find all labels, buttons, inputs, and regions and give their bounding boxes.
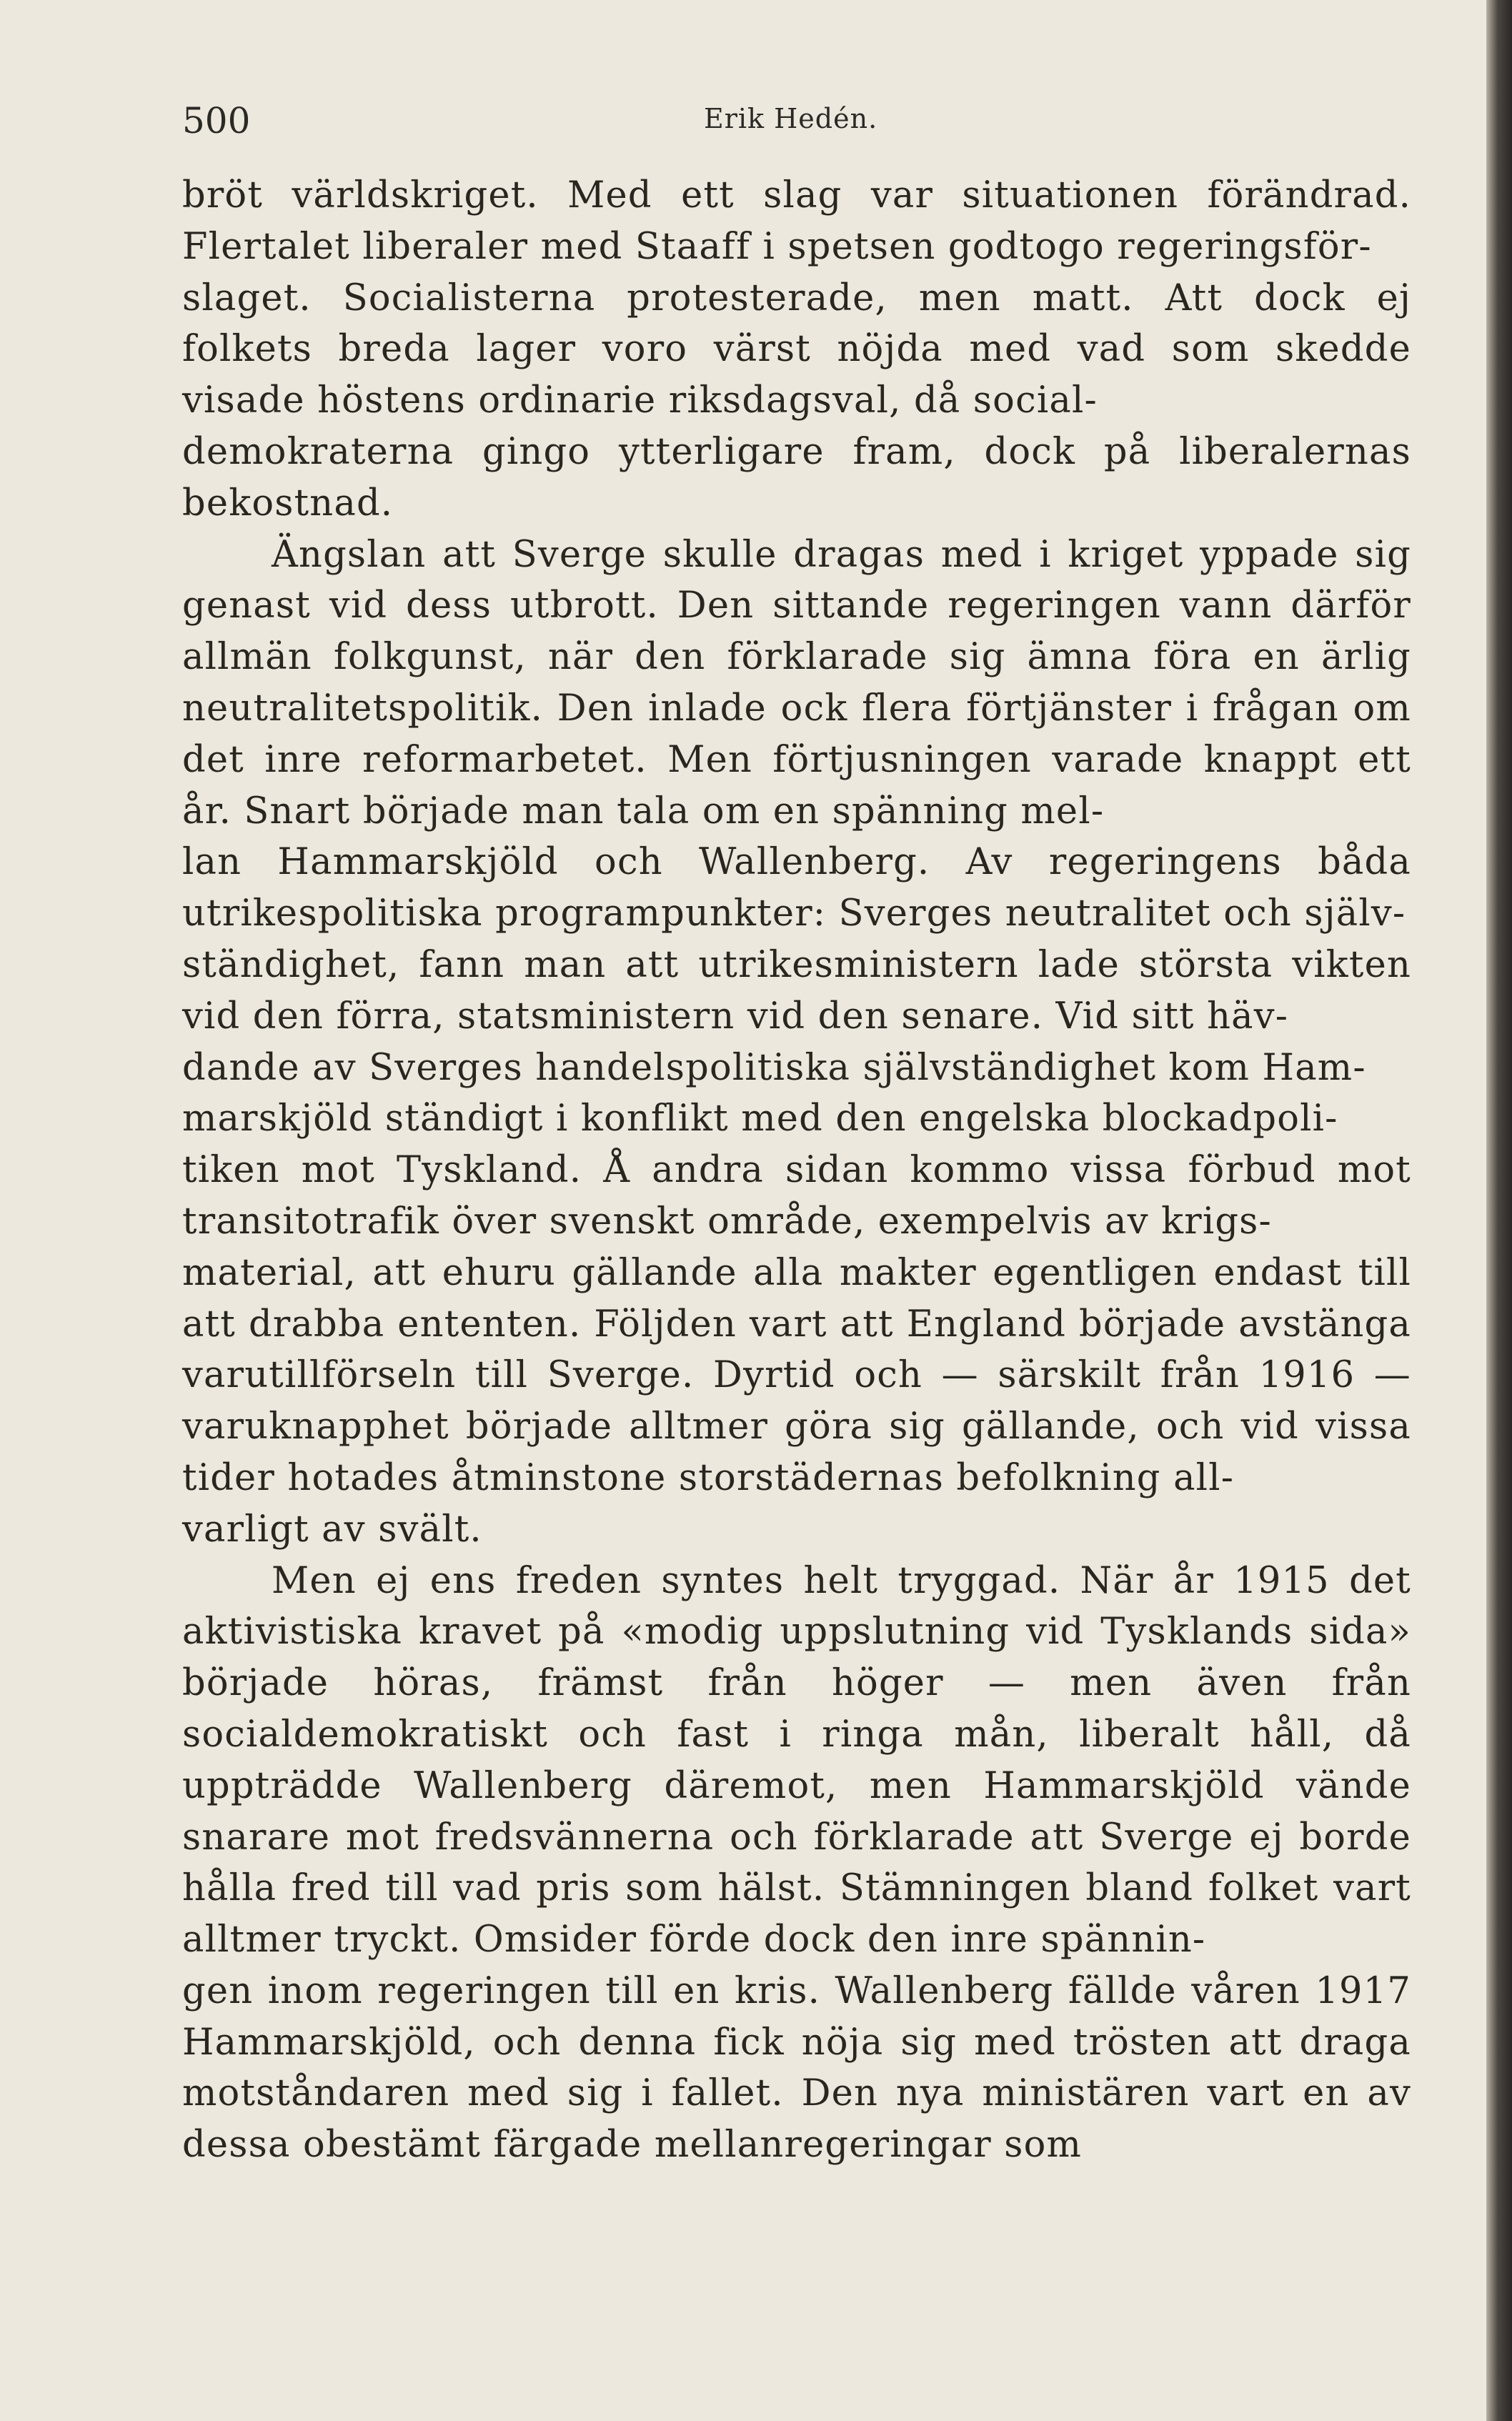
paragraph-2: Ängslan att Sverge skulle dragas med i kriget yppade sig genast vid dess utbrott. Den sittande regeringen vann därför allmän folkgunst, när den förklarade sig ämna föra en ärlig neutralitetspolitik. Den inlade ock flera förtjänster i frågan om det inre reformarbetet. Men förtjusningen varade knappt ett år. Snart började man tala om en spänning mel- lan Hammarskjöld och Wallenberg. Av regeringens båda utrikespolitiska programpunkter: Sverges neutralitet och själv- ständighet, fann man att utrikesministern lade största vikten vid den förra, statsministern vid den senare. Vid sitt häv- dande av Sverges handelspolitiska självständighet kom Ham- marskjöld ständigt i konflikt med den engelska blockadpoli- tiken mot Tyskland. Å andra sidan kommo vissa förbud mot transitotrafik över svenskt område, exempelvis av krigs- material, att ehuru gällande alla makter egentligen endast till att drabba ententen. Följden vart att England började avstänga varutillförseln till Sverge. Dyrtid och — särskilt från 1916 — varuknapphet började alltmer göra sig gällande, och vid vissa tider hotades åtminstone storstädernas befolkning all- varligt av svält. xyxy=(182,533,1411,1551)
page-header xyxy=(182,100,1397,150)
book-spine-edge xyxy=(1486,0,1512,2421)
paragraph-1: bröt världskriget. Med ett slag var situationen förändrad. Flertalet liberaler med Staaff i spetsen godtogo regeringsför- slaget. Socialisterna protesterade, men matt. Att dock ej folkets breda lager voro värst nöjda med vad som skedde visade höstens ordinarie riksdagsval, då social- demokraterna gingo ytterligare fram, dock på liberalernas bekostnad. xyxy=(182,174,1411,525)
body-text xyxy=(182,170,1411,2171)
running-head: Erik Hedén. xyxy=(704,103,878,134)
paragraph-3: Men ej ens freden syntes helt tryggad. När år 1915 det aktivistiska kravet på «modig uppslutning vid Tysklands sida» började höras, främst från höger — men även från socialdemokratiskt och fast i ringa mån, liberalt håll, då uppträdde Wallenberg däremot, men Hammarskjöld vände snarare mot fredsvännerna och förklarade att Sverge ej borde hålla fred till vad pris som hälst. Stämningen bland folket vart alltmer tryckt. Omsider förde dock den inre spännin- gen inom regeringen till en kris. Wallenberg fällde våren 1917 Hammarskjöld, och denna fick nöja sig med trösten att draga motståndaren med sig i fallet. Den nya ministären vart en av dessa obestämt färgade mellanregeringar som xyxy=(182,1559,1411,2167)
page-number: 500 xyxy=(182,100,251,141)
